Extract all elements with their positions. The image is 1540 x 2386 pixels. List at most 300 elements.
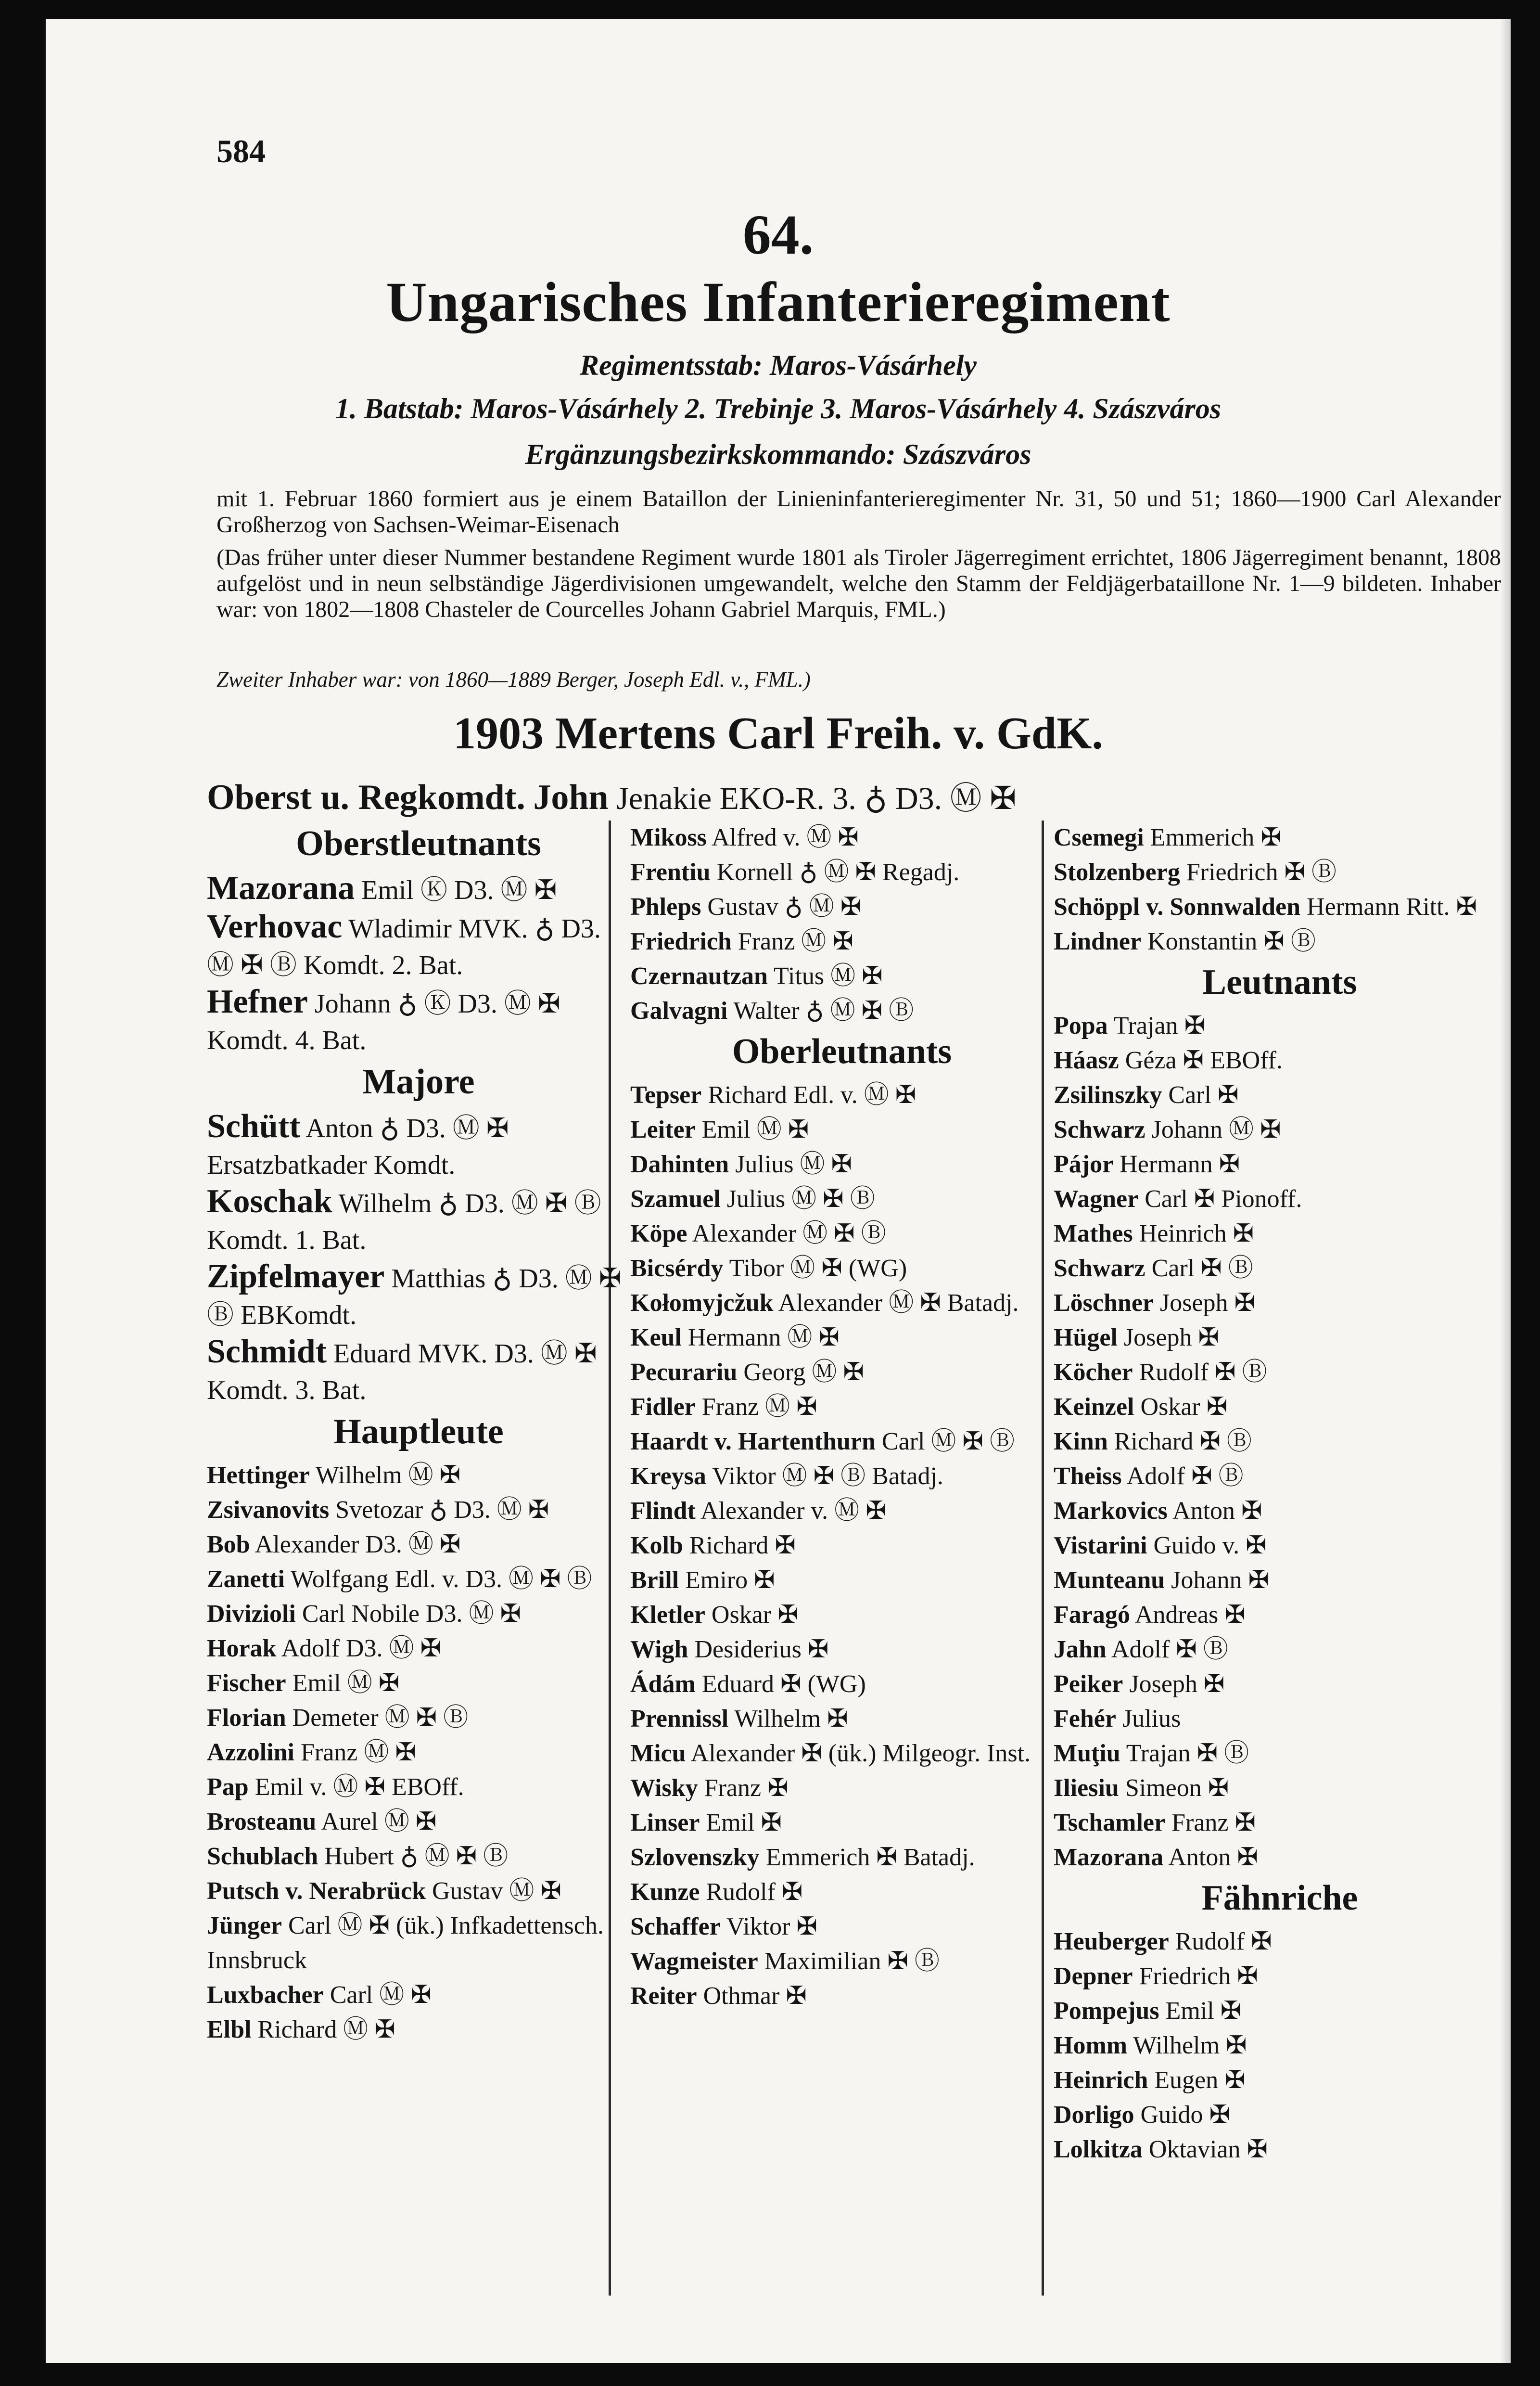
surname: Lindner (1054, 928, 1142, 955)
surname: Reiter (630, 1982, 697, 2010)
list-item (630, 1702, 1054, 1736)
list-item (630, 1390, 1054, 1424)
surname: Leiter (630, 1116, 696, 1143)
list-item (207, 1701, 630, 1735)
section-heading: Fähnriche (1201, 1878, 1358, 1918)
surname: Zipfelmayer (207, 1258, 385, 1295)
list-item (207, 909, 630, 984)
list-item (630, 1598, 1054, 1632)
entry-details: Joseph ✠ (1129, 1670, 1225, 1698)
list-item (630, 1494, 1054, 1528)
list-item (207, 1770, 630, 1805)
surname: Friedrich (630, 928, 732, 955)
hauptleute-cont-list (630, 821, 1054, 1028)
entry-details: Demeter Ⓜ ✠ Ⓑ (292, 1704, 469, 1732)
surname: Kletler (630, 1601, 705, 1629)
surname: Iliesiu (1054, 1774, 1119, 1802)
list-item (1054, 1286, 1506, 1321)
column-3 (1054, 821, 1506, 2167)
column-2 (630, 821, 1054, 2014)
entry-details: Konstantin ✠ Ⓑ (1147, 928, 1316, 955)
surname: Muţiu (1054, 1740, 1120, 1767)
entry-details: Rudolf ✠ (1175, 1928, 1272, 1955)
surname: Koschak (207, 1183, 332, 1220)
leutnants-list (1054, 1009, 1506, 1875)
list-item (1054, 2028, 1506, 2063)
entry-details: Gustav Ⓜ ✠ (432, 1877, 561, 1905)
surname: Hettinger (207, 1462, 310, 1489)
entry-details: Alexander Ⓜ ✠ Batadj. (778, 1289, 1019, 1317)
entry-details: Richard Edl. v. Ⓜ ✠ (708, 1081, 916, 1109)
hauptleute-list (207, 1458, 630, 2047)
list-item (1054, 1009, 1506, 1043)
entry-details: Adolf D3. Ⓜ ✠ (281, 1635, 442, 1662)
entry-details: Emmerich ✠ Batadj. (765, 1844, 975, 1871)
list-item (630, 1875, 1054, 1910)
surname: Keinzel (1054, 1393, 1134, 1421)
list-item (1054, 1217, 1506, 1251)
entry-details: Alexander Ⓜ ✠ Ⓑ (692, 1220, 886, 1247)
surname: Schaffer (630, 1913, 721, 1940)
entry-details: Julius (1122, 1705, 1181, 1732)
entry-details: Eugen ✠ (1154, 2066, 1246, 2094)
ergaenzungsbezirk: Ergänzungsbezirkskommando: Szászváros (525, 438, 1031, 470)
surname: Popa (1054, 1012, 1108, 1039)
list-item (1054, 1147, 1506, 1182)
surname: Szamuel (630, 1185, 721, 1213)
surname: Heinrich (1054, 2066, 1148, 2094)
entry-details: Wolfgang Edl. v. D3. Ⓜ ✠ Ⓑ (290, 1565, 592, 1593)
list-item (1054, 1494, 1506, 1528)
entry-details: Wilhelm Ⓜ ✠ (315, 1462, 461, 1489)
list-item (630, 1944, 1054, 1979)
surname: Mikoss (630, 824, 707, 851)
surname: Frentiu (630, 859, 711, 886)
entry-details: Carl ✠ Pionoff. (1145, 1185, 1302, 1213)
list-item (1054, 1632, 1506, 1667)
surname: Háasz (1054, 1047, 1119, 1074)
surname: Azzolini (207, 1739, 294, 1766)
list-item (207, 1493, 630, 1527)
entry-details: Franz Ⓜ ✠ (300, 1739, 416, 1766)
surname: Mathes (1054, 1220, 1133, 1247)
entry-details: Maximilian ✠ Ⓑ (764, 1948, 940, 1975)
entry-details: Hermann ✠ (1120, 1151, 1240, 1178)
section-heading: Leutnants (1202, 962, 1357, 1002)
regiment-number: 64. (742, 203, 814, 266)
list-item (1054, 1959, 1506, 1994)
entry-details: Viktor Ⓜ ✠ Ⓑ Batadj. (712, 1462, 943, 1490)
surname: Pompejus (1054, 1997, 1159, 2025)
surname: Lolkitza (1054, 2136, 1143, 2163)
entry-details: Rudolf ✠ Ⓑ (1139, 1359, 1267, 1386)
list-item (630, 855, 1054, 890)
list-item (1054, 2063, 1506, 2098)
surname: Prennissl (630, 1705, 729, 1732)
surname: Wisky (630, 1774, 698, 1802)
surname: Heuberger (1054, 1928, 1169, 1955)
entry-details: Aurel Ⓜ ✠ (321, 1808, 437, 1835)
entry-details: Titus Ⓜ ✠ (774, 962, 883, 990)
entry-details: Franz Ⓜ ✠ (701, 1393, 817, 1421)
surname: Peiker (1054, 1670, 1123, 1698)
list-item (630, 821, 1054, 855)
surname: Depner (1054, 1963, 1133, 1990)
list-item (1054, 1321, 1506, 1355)
list-item (207, 1334, 630, 1409)
surname: Csemegi (1054, 824, 1144, 851)
entry-details: Wladimir MVK. ♁ D3. Ⓜ ✠ Ⓑ Komdt. 2. Bat. (207, 914, 601, 980)
entry-details: Franz ✠ (704, 1774, 789, 1802)
inhaber-line: 1903 Mertens Carl Freih. v. GdK. (453, 708, 1103, 758)
list-item (207, 1562, 630, 1597)
entry-details: Carl ✠ Ⓑ (1151, 1255, 1253, 1282)
entry-details: Franz Ⓜ ✠ (738, 928, 853, 955)
surname: Hefner (207, 983, 308, 1020)
entry-details: Géza ✠ EBOff. (1125, 1047, 1283, 1074)
entry-details: Heinrich ✠ (1139, 1220, 1254, 1247)
entry-details: Emil ✠ (1165, 1997, 1242, 2025)
entry-details: Emiro ✠ (685, 1566, 775, 1594)
list-item (207, 984, 630, 1059)
entry-details: Johann Ⓜ ✠ (1151, 1116, 1281, 1143)
entry-details: Richard ✠ (689, 1532, 796, 1559)
entry-details: Tibor Ⓜ ✠ (WG) (729, 1255, 907, 1282)
list-item (1054, 1528, 1506, 1563)
list-item (207, 1666, 630, 1701)
list-item (207, 1805, 630, 1839)
entry-details: Emil Ⓚ D3. Ⓜ ✠ (361, 875, 557, 905)
entry-details: Carl Ⓜ ✠ (ük.) Infkadettensch. Innsbruck (207, 1912, 604, 1974)
list-item (630, 1632, 1054, 1667)
surname: Pap (207, 1773, 249, 1801)
list-item (630, 1736, 1054, 1771)
entry-details: Carl Ⓜ ✠ (330, 1981, 432, 2009)
list-item (630, 1806, 1054, 1840)
surname: Fidler (630, 1393, 696, 1421)
list-item (1054, 2132, 1506, 2167)
entry-details: Carl Ⓜ ✠ Ⓑ (881, 1428, 1015, 1455)
entry-details: Oktavian ✠ (1148, 2136, 1268, 2163)
entry-details: Friedrich ✠ Ⓑ (1186, 859, 1337, 886)
list-item (1054, 821, 1506, 855)
entry-details: Alexander v. Ⓜ ✠ (700, 1497, 887, 1525)
list-item (1054, 890, 1506, 924)
list-item (630, 1217, 1054, 1251)
surname: Fischer (207, 1669, 286, 1697)
list-item (630, 1528, 1054, 1563)
list-item (630, 1459, 1054, 1494)
surname: Bicsérdy (630, 1255, 724, 1282)
list-item (1054, 855, 1506, 890)
surname: Kreysa (630, 1462, 706, 1490)
list-item (1054, 1390, 1506, 1424)
oberstleutnants-list (207, 870, 630, 1059)
entry-details: Wilhelm ♁ D3. Ⓜ ✠ Ⓑ Komdt. 1. Bat. (207, 1189, 601, 1255)
surname: Schublach (207, 1843, 318, 1870)
entry-details: Alexander ✠ (ük.) Milgeogr. Inst. (690, 1740, 1031, 1767)
entry-details: Franz ✠ (1171, 1809, 1256, 1836)
entry-details: Gustav ♁ Ⓜ ✠ (707, 893, 862, 921)
page-number: 584 (216, 133, 266, 169)
surname: Wagner (1054, 1185, 1139, 1213)
surname: Schöppl v. Sonnwalden (1054, 893, 1301, 921)
document-page (46, 19, 1511, 2363)
surname: Zsivanovits (207, 1496, 330, 1524)
entry-details: Adolf ✠ Ⓑ (1126, 1462, 1244, 1490)
list-item (1054, 1424, 1506, 1459)
faehnriche-list (1054, 1924, 1506, 2167)
entry-details: Emmerich ✠ (1150, 824, 1282, 851)
surname: Wigh (630, 1636, 688, 1663)
oberst-line (207, 772, 1016, 818)
surname: Schwarz (1054, 1116, 1145, 1143)
list-item (630, 924, 1054, 959)
entry-details: Joseph ✠ (1123, 1324, 1220, 1351)
entry-details: Emil ✠ (706, 1809, 782, 1836)
entry-details: Alexander D3. Ⓜ ✠ (255, 1531, 461, 1558)
list-item (207, 870, 630, 909)
list-item (207, 1108, 630, 1183)
entry-details: Andreas ✠ (1134, 1601, 1246, 1629)
surname: Hügel (1054, 1324, 1118, 1351)
list-item (630, 1251, 1054, 1286)
surname: Keul (630, 1324, 682, 1351)
list-item (630, 1078, 1054, 1113)
surname: Kołomyjcžuk (630, 1289, 774, 1317)
list-item (207, 1258, 630, 1334)
oberst-label: Oberst u. Regkomdt. (207, 778, 525, 817)
majore-list (207, 1108, 630, 1409)
surname: Mazorana (207, 870, 355, 907)
regiment-title: Ungarisches Infanterieregiment (386, 270, 1171, 334)
surname: Mazorana (1054, 1844, 1164, 1871)
list-item (1054, 1459, 1506, 1494)
list-item (1054, 1598, 1506, 1632)
entry-details: Hubert ♁ Ⓜ ✠ Ⓑ (324, 1843, 509, 1870)
entry-details: Julius Ⓜ ✠ (735, 1151, 853, 1178)
surname: Dorligo (1054, 2101, 1134, 2129)
entry-details: Simeon ✠ (1125, 1774, 1229, 1802)
surname: Kinn (1054, 1428, 1108, 1455)
list-item (1054, 1667, 1506, 1702)
surname: Florian (207, 1704, 286, 1732)
list-item (630, 1840, 1054, 1875)
surname: Wagmeister (630, 1948, 758, 1975)
surname: Elbl (207, 2016, 252, 2043)
list-item (1054, 1355, 1506, 1390)
list-item (630, 959, 1054, 994)
history-paragraph-3: Zweiter Inhaber war: von 1860—1889 Berger, Joseph Edl. v., FML.) (216, 667, 811, 692)
surname: Pecurariu (630, 1359, 738, 1386)
surname: Pájor (1054, 1151, 1114, 1178)
list-item (207, 1735, 630, 1770)
surname: Horak (207, 1635, 277, 1662)
list-item (630, 1667, 1054, 1702)
entry-details: Georg Ⓜ ✠ (743, 1359, 864, 1386)
list-item (630, 1321, 1054, 1355)
list-item (207, 1458, 630, 1493)
surname: Phleps (630, 893, 701, 921)
list-item (207, 1183, 630, 1258)
list-item (207, 1631, 630, 1666)
entry-details: Friedrich ✠ (1139, 1963, 1258, 1990)
regimentsstab: Regimentsstab: Maros-Vásárhely (579, 349, 977, 381)
surname: Schwarz (1054, 1255, 1145, 1282)
entry-details: Wilhelm ✠ (734, 1705, 848, 1732)
list-item (630, 1182, 1054, 1217)
surname: Jünger (207, 1912, 282, 1939)
list-item (1054, 1736, 1506, 1771)
list-item (1054, 1994, 1506, 2028)
list-item (207, 1978, 630, 2013)
list-item (630, 1563, 1054, 1598)
entry-details: Joseph ✠ (1160, 1289, 1256, 1317)
list-item (1054, 1806, 1506, 1840)
surname: Brill (630, 1566, 679, 1594)
entry-details: Oskar ✠ (711, 1601, 799, 1629)
surname: Schütt (207, 1108, 301, 1145)
list-item (1054, 1702, 1506, 1736)
surname: Faragó (1054, 1601, 1130, 1629)
surname: Vistarini (1054, 1532, 1147, 1559)
list-item (630, 994, 1054, 1028)
entry-details: Emil v. Ⓜ ✠ EBOff. (255, 1773, 464, 1801)
entry-details: Trajan ✠ Ⓑ (1126, 1740, 1249, 1767)
entry-details: Carl ✠ (1168, 1081, 1239, 1109)
column-1 (207, 821, 630, 2047)
surname: Schmidt (207, 1333, 327, 1370)
entry-details: Kornell ♁ Ⓜ ✠ Regadj. (716, 859, 960, 886)
entry-details: Eduard ✠ (WG) (701, 1670, 866, 1698)
entry-details: Anton ✠ (1168, 1844, 1258, 1871)
list-item (1054, 1771, 1506, 1806)
list-item (1054, 1251, 1506, 1286)
entry-details: Richard ✠ Ⓑ (1114, 1428, 1252, 1455)
entry-details: Richard Ⓜ ✠ (257, 2016, 395, 2043)
section-heading: Hauptleute (333, 1412, 504, 1451)
surname: Stolzenberg (1054, 859, 1180, 886)
entry-details: Johann ✠ (1171, 1566, 1270, 1594)
surname: Zsilinszky (1054, 1081, 1162, 1109)
batstab: 1. Batstab: Maros-Vásárhely 2. Trebinje 3. Maros-Vásárhely 4. Szászváros (335, 393, 1222, 424)
list-item (630, 1147, 1054, 1182)
list-item (1054, 2098, 1506, 2132)
list-item (1054, 1840, 1506, 1875)
surname: Tepser (630, 1081, 702, 1109)
entry-details: Desiderius ✠ (694, 1636, 829, 1663)
list-item (630, 1424, 1054, 1459)
surname: Bob (207, 1531, 250, 1558)
entry-details: Anton ♁ D3. Ⓜ ✠ Ersatzbatkader Komdt. (207, 1114, 509, 1180)
history-paragraph-2: (Das früher unter dieser Nummer bestandene Regiment wurde 1801 als Tiroler Jägerregiment errichtet, 1806 Jägerregiment benannt, 1808 aufgelöst und in neun selbständige Jägerdivisionen umgewandelt, welche den Stamm der Feldjägerbataillone Nr. 1—9 bildeten. Inhaber war: von 1802—1808 Chasteler de Courcelles Johann Gabriel Marquis, FML.) (216, 545, 1501, 622)
list-item (207, 1839, 630, 1874)
list-item (630, 1286, 1054, 1321)
surname: Haardt v. Hartenthurn (630, 1428, 876, 1455)
list-item (630, 890, 1054, 924)
entry-details: Carl Nobile D3. Ⓜ ✠ (302, 1600, 522, 1628)
entry-details: Othmar ✠ (703, 1982, 807, 2010)
entry-details: Wilhelm ✠ (1133, 2032, 1247, 2059)
surname: Kolb (630, 1532, 683, 1559)
surname: Theiss (1054, 1462, 1122, 1490)
surname: Brosteanu (207, 1808, 317, 1835)
surname: Homm (1054, 2032, 1128, 2059)
list-item (207, 1909, 630, 1978)
entry-details: Adolf ✠ Ⓑ (1111, 1636, 1228, 1663)
surname: Linser (630, 1809, 700, 1836)
surname: Munteanu (1054, 1566, 1165, 1594)
entry-details: Guido ✠ (1140, 2101, 1231, 2129)
entry-details: Rudolf ✠ (706, 1878, 803, 1906)
list-item (630, 1771, 1054, 1806)
entry-details: Guido v. ✠ (1153, 1532, 1267, 1559)
oberleutnants-list (630, 1078, 1054, 2014)
history-paragraph-1: mit 1. Februar 1860 formiert aus je einem Bataillon der Linieninfanterieregimenter Nr. 31, 50 und 51; 1860—1900 Carl Alexander Großherzog von Sachsen-Weimar-Eisenach (216, 486, 1501, 538)
list-item (630, 1979, 1054, 2014)
entry-details: Oskar ✠ (1140, 1393, 1228, 1421)
oberleutnants-cont-list (1054, 821, 1506, 959)
list-item (630, 1113, 1054, 1147)
entry-details: Julius Ⓜ ✠ Ⓑ (726, 1185, 875, 1213)
surname: Galvagni (630, 997, 728, 1025)
list-item (1054, 1924, 1506, 1959)
surname: Löschner (1054, 1289, 1154, 1317)
entry-details: Walter ♁ Ⓜ ✠ Ⓑ (733, 997, 914, 1025)
list-item (207, 1597, 630, 1631)
surname: Verhovac (207, 908, 343, 945)
list-item (1054, 1078, 1506, 1113)
entry-details: Emil Ⓜ ✠ (292, 1669, 400, 1697)
surname: Markovics (1054, 1497, 1168, 1525)
surname: Tschamler (1054, 1809, 1166, 1836)
list-item (630, 1910, 1054, 1944)
entry-details: Hermann Ⓜ ✠ (687, 1324, 840, 1351)
surname: Zanetti (207, 1565, 285, 1593)
surname: Putsch v. Nerabrück (207, 1877, 426, 1905)
surname: Divizioli (207, 1600, 296, 1628)
surname: Köcher (1054, 1359, 1133, 1386)
entry-details: Hermann Ritt. ✠ (1307, 893, 1477, 921)
surname: Luxbacher (207, 1981, 324, 2009)
entry-details: Johann ♁ Ⓚ D3. Ⓜ ✠ Komdt. 4. Bat. (207, 989, 560, 1055)
entry-details: Eduard MVK. D3. Ⓜ ✠ Komdt. 3. Bat. (207, 1339, 597, 1405)
list-item (207, 1874, 630, 1909)
section-heading: Oberleutnants (732, 1032, 952, 1071)
surname: Jahn (1054, 1636, 1107, 1663)
entry-details: Matthias ♁ D3. Ⓜ ✠ Ⓑ EBKomdt. (207, 1264, 622, 1330)
surname: Flindt (630, 1497, 696, 1525)
list-item (1054, 1113, 1506, 1147)
entry-details: Anton ✠ (1172, 1497, 1262, 1525)
surname: Ádám (630, 1670, 696, 1698)
surname: Fehér (1054, 1705, 1116, 1732)
list-item (207, 1527, 630, 1562)
entry-details: Trajan ✠ (1113, 1012, 1206, 1039)
section-heading: Majore (362, 1062, 475, 1102)
section-heading: Oberstleutnants (296, 824, 541, 863)
surname: Micu (630, 1740, 686, 1767)
surname: Czernautzan (630, 962, 768, 990)
list-item (1054, 1043, 1506, 1078)
surname: Szlovenszky (630, 1844, 760, 1871)
entry-details: Viktor ✠ (726, 1913, 817, 1940)
entry-details: Svetozar ♁ D3. Ⓜ ✠ (335, 1496, 549, 1524)
oberst-name: John (533, 778, 609, 817)
list-item (207, 2013, 630, 2047)
list-item (1054, 1182, 1506, 1217)
oberst-details: Jenakie EKO-R. 3. ♁ D3. Ⓜ ✠ (616, 781, 1017, 816)
